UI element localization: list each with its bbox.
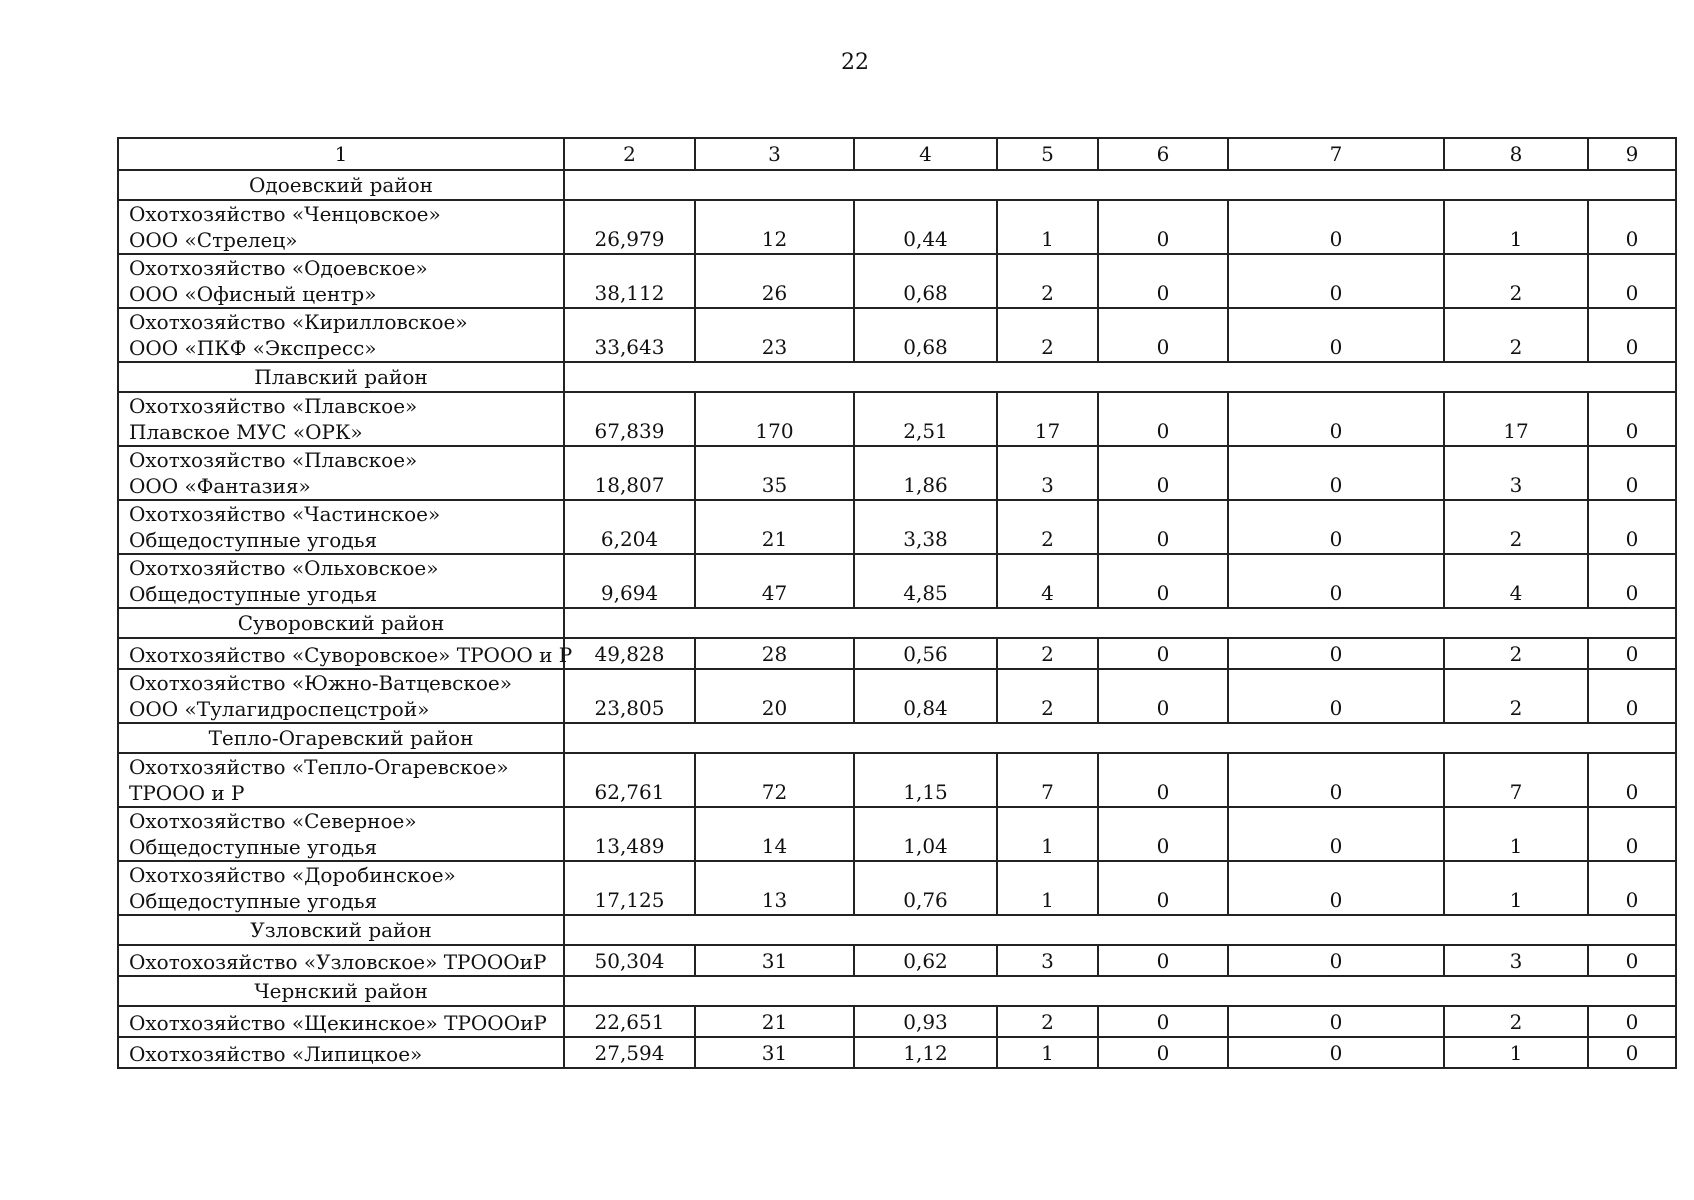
district-filler-cell bbox=[564, 608, 1676, 638]
value-cell-col-9: 0 bbox=[1588, 945, 1676, 976]
value-cell-col-3: 72 bbox=[695, 753, 854, 807]
value-cell-col-8: 1 bbox=[1444, 861, 1588, 915]
header-row bbox=[118, 138, 1676, 170]
value-cell-col-3: 47 bbox=[695, 554, 854, 608]
value-cell-col-6: 0 bbox=[1098, 807, 1228, 861]
value-cell-col-2: 50,304 bbox=[564, 945, 695, 976]
value-cell-col-6: 0 bbox=[1098, 861, 1228, 915]
hunting-ground-name-line: Охотхозяйство «Плавское» bbox=[129, 448, 418, 472]
hunting-ground-name-cell bbox=[118, 861, 564, 915]
column-header: 2 bbox=[564, 138, 695, 170]
value-cell-col-4: 0,93 bbox=[854, 1006, 997, 1037]
hunting-ground-name-line: Общедоступные угодья bbox=[129, 835, 378, 859]
table-row bbox=[118, 753, 1676, 807]
value-cell-col-5: 17 bbox=[997, 392, 1098, 446]
hunting-ground-name-cell bbox=[118, 392, 564, 446]
value-cell-col-8: 1 bbox=[1444, 1037, 1588, 1068]
value-cell-col-5: 1 bbox=[997, 861, 1098, 915]
value-cell-col-5: 2 bbox=[997, 669, 1098, 723]
value-cell-col-7: 0 bbox=[1228, 1037, 1444, 1068]
table-row bbox=[118, 254, 1676, 308]
value-cell-col-8: 2 bbox=[1444, 308, 1588, 362]
value-cell-col-6: 0 bbox=[1098, 638, 1228, 669]
value-cell-col-3: 28 bbox=[695, 638, 854, 669]
hunting-ground-name-line: Охотхозяйство «Щекинское» ТРОООиР bbox=[129, 1011, 547, 1035]
hunting-ground-name-cell bbox=[118, 807, 564, 861]
table-body bbox=[118, 138, 1676, 1068]
district-row bbox=[118, 915, 1676, 945]
value-cell-col-6: 0 bbox=[1098, 200, 1228, 254]
value-cell-col-9: 0 bbox=[1588, 446, 1676, 500]
table-row bbox=[118, 446, 1676, 500]
hunting-ground-name-line: Плавское МУС «ОРК» bbox=[129, 420, 363, 444]
column-header: 7 bbox=[1228, 138, 1444, 170]
value-cell-col-9: 0 bbox=[1588, 392, 1676, 446]
value-cell-col-8: 4 bbox=[1444, 554, 1588, 608]
hunting-ground-name-cell bbox=[118, 669, 564, 723]
value-cell-col-4: 0,44 bbox=[854, 200, 997, 254]
value-cell-col-3: 20 bbox=[695, 669, 854, 723]
hunting-ground-name-line: ООО «ПКФ «Экспресс» bbox=[129, 336, 377, 360]
table-row bbox=[118, 500, 1676, 554]
data-table bbox=[117, 137, 1677, 1069]
value-cell-col-9: 0 bbox=[1588, 1037, 1676, 1068]
hunting-ground-name-cell bbox=[118, 446, 564, 500]
hunting-ground-name-line: Охотхозяйство «Одоевское» bbox=[129, 256, 428, 280]
table-row bbox=[118, 200, 1676, 254]
value-cell-col-7: 0 bbox=[1228, 200, 1444, 254]
value-cell-col-5: 1 bbox=[997, 200, 1098, 254]
value-cell-col-4: 0,68 bbox=[854, 308, 997, 362]
hunting-ground-name-cell bbox=[118, 753, 564, 807]
value-cell-col-7: 0 bbox=[1228, 554, 1444, 608]
value-cell-col-4: 0,84 bbox=[854, 669, 997, 723]
value-cell-col-9: 0 bbox=[1588, 807, 1676, 861]
value-cell-col-9: 0 bbox=[1588, 254, 1676, 308]
hunting-ground-name-line: Общедоступные угодья bbox=[129, 889, 378, 913]
column-header: 4 bbox=[854, 138, 997, 170]
value-cell-col-5: 1 bbox=[997, 1037, 1098, 1068]
hunting-ground-name-cell bbox=[118, 1037, 564, 1068]
value-cell-col-4: 0,62 bbox=[854, 945, 997, 976]
hunting-ground-name-line: ООО «Стрелец» bbox=[129, 228, 298, 252]
value-cell-col-6: 0 bbox=[1098, 1006, 1228, 1037]
value-cell-col-5: 3 bbox=[997, 945, 1098, 976]
value-cell-col-7: 0 bbox=[1228, 254, 1444, 308]
value-cell-col-2: 18,807 bbox=[564, 446, 695, 500]
value-cell-col-4: 2,51 bbox=[854, 392, 997, 446]
value-cell-col-3: 170 bbox=[695, 392, 854, 446]
table-row bbox=[118, 1037, 1676, 1068]
value-cell-col-8: 2 bbox=[1444, 254, 1588, 308]
value-cell-col-4: 0,68 bbox=[854, 254, 997, 308]
value-cell-col-2: 22,651 bbox=[564, 1006, 695, 1037]
hunting-ground-name-line: Общедоступные угодья bbox=[129, 582, 378, 606]
value-cell-col-3: 21 bbox=[695, 1006, 854, 1037]
value-cell-col-2: 38,112 bbox=[564, 254, 695, 308]
value-cell-col-4: 1,86 bbox=[854, 446, 997, 500]
page-number: 22 bbox=[841, 50, 869, 75]
hunting-ground-name-cell bbox=[118, 500, 564, 554]
column-header: 8 bbox=[1444, 138, 1588, 170]
value-cell-col-2: 67,839 bbox=[564, 392, 695, 446]
hunting-ground-name-line: Охотхозяйство «Частинское» bbox=[129, 502, 441, 526]
value-cell-col-9: 0 bbox=[1588, 554, 1676, 608]
value-cell-col-3: 23 bbox=[695, 308, 854, 362]
value-cell-col-9: 0 bbox=[1588, 500, 1676, 554]
value-cell-col-7: 0 bbox=[1228, 392, 1444, 446]
value-cell-col-3: 35 bbox=[695, 446, 854, 500]
hunting-ground-name-cell bbox=[118, 254, 564, 308]
value-cell-col-7: 0 bbox=[1228, 945, 1444, 976]
value-cell-col-7: 0 bbox=[1228, 861, 1444, 915]
value-cell-col-5: 1 bbox=[997, 807, 1098, 861]
hunting-ground-name-cell bbox=[118, 308, 564, 362]
table-row bbox=[118, 1006, 1676, 1037]
value-cell-col-6: 0 bbox=[1098, 446, 1228, 500]
value-cell-col-9: 0 bbox=[1588, 753, 1676, 807]
value-cell-col-5: 2 bbox=[997, 1006, 1098, 1037]
value-cell-col-7: 0 bbox=[1228, 753, 1444, 807]
value-cell-col-9: 0 bbox=[1588, 669, 1676, 723]
table-row bbox=[118, 861, 1676, 915]
value-cell-col-6: 0 bbox=[1098, 554, 1228, 608]
value-cell-col-8: 2 bbox=[1444, 638, 1588, 669]
table-row bbox=[118, 554, 1676, 608]
value-cell-col-9: 0 bbox=[1588, 1006, 1676, 1037]
value-cell-col-3: 21 bbox=[695, 500, 854, 554]
value-cell-col-4: 0,56 bbox=[854, 638, 997, 669]
value-cell-col-6: 0 bbox=[1098, 753, 1228, 807]
value-cell-col-7: 0 bbox=[1228, 308, 1444, 362]
hunting-ground-name-cell bbox=[118, 554, 564, 608]
value-cell-col-8: 1 bbox=[1444, 807, 1588, 861]
hunting-ground-name-line: Охотхозяйство «Плавское» bbox=[129, 394, 418, 418]
value-cell-col-6: 0 bbox=[1098, 669, 1228, 723]
value-cell-col-3: 31 bbox=[695, 945, 854, 976]
table-row bbox=[118, 669, 1676, 723]
value-cell-col-6: 0 bbox=[1098, 945, 1228, 976]
district-name: Одоевский район bbox=[118, 170, 564, 200]
value-cell-col-4: 1,12 bbox=[854, 1037, 997, 1068]
value-cell-col-2: 23,805 bbox=[564, 669, 695, 723]
district-row bbox=[118, 362, 1676, 392]
value-cell-col-2: 17,125 bbox=[564, 861, 695, 915]
hunting-ground-name-line: ООО «Офисный центр» bbox=[129, 282, 377, 306]
hunting-ground-name-line: ТРООО и Р bbox=[129, 781, 245, 805]
value-cell-col-3: 13 bbox=[695, 861, 854, 915]
district-filler-cell bbox=[564, 723, 1676, 753]
district-row bbox=[118, 723, 1676, 753]
table-row bbox=[118, 945, 1676, 976]
value-cell-col-7: 0 bbox=[1228, 669, 1444, 723]
value-cell-col-2: 26,979 bbox=[564, 200, 695, 254]
value-cell-col-7: 0 bbox=[1228, 500, 1444, 554]
column-header: 5 bbox=[997, 138, 1098, 170]
table-row bbox=[118, 392, 1676, 446]
value-cell-col-8: 17 bbox=[1444, 392, 1588, 446]
value-cell-col-5: 2 bbox=[997, 254, 1098, 308]
hunting-ground-name-line: Охотхозяйство «Суворовское» ТРООО и Р bbox=[129, 643, 573, 667]
value-cell-col-3: 26 bbox=[695, 254, 854, 308]
value-cell-col-6: 0 bbox=[1098, 392, 1228, 446]
value-cell-col-2: 27,594 bbox=[564, 1037, 695, 1068]
value-cell-col-5: 3 bbox=[997, 446, 1098, 500]
district-filler-cell bbox=[564, 362, 1676, 392]
hunting-ground-name-line: Охотхозяйство «Доробинское» bbox=[129, 863, 456, 887]
table-row bbox=[118, 807, 1676, 861]
hunting-ground-name-line: Общедоступные угодья bbox=[129, 528, 378, 552]
district-name: Тепло-Огаревский район bbox=[118, 723, 564, 753]
value-cell-col-2: 13,489 bbox=[564, 807, 695, 861]
hunting-ground-name-line: Охотхозяйство «Северное» bbox=[129, 809, 417, 833]
value-cell-col-7: 0 bbox=[1228, 638, 1444, 669]
table-row bbox=[118, 308, 1676, 362]
hunting-ground-name-line: Охотохозяйство «Узловское» ТРОООиР bbox=[129, 950, 547, 974]
value-cell-col-8: 2 bbox=[1444, 1006, 1588, 1037]
column-header: 6 bbox=[1098, 138, 1228, 170]
table-row bbox=[118, 638, 1676, 669]
value-cell-col-5: 7 bbox=[997, 753, 1098, 807]
hunting-ground-name-cell bbox=[118, 200, 564, 254]
district-filler-cell bbox=[564, 976, 1676, 1006]
value-cell-col-3: 12 bbox=[695, 200, 854, 254]
value-cell-col-4: 4,85 bbox=[854, 554, 997, 608]
column-header: 3 bbox=[695, 138, 854, 170]
value-cell-col-6: 0 bbox=[1098, 500, 1228, 554]
hunting-ground-name-line: Охотхозяйство «Ольховское» bbox=[129, 556, 439, 580]
hunting-ground-name-line: Охотхозяйство «Кирилловское» bbox=[129, 310, 468, 334]
value-cell-col-8: 3 bbox=[1444, 446, 1588, 500]
value-cell-col-9: 0 bbox=[1588, 861, 1676, 915]
district-row bbox=[118, 608, 1676, 638]
value-cell-col-7: 0 bbox=[1228, 1006, 1444, 1037]
value-cell-col-3: 31 bbox=[695, 1037, 854, 1068]
district-name: Чернский район bbox=[118, 976, 564, 1006]
value-cell-col-2: 6,204 bbox=[564, 500, 695, 554]
value-cell-col-9: 0 bbox=[1588, 308, 1676, 362]
value-cell-col-6: 0 bbox=[1098, 308, 1228, 362]
value-cell-col-9: 0 bbox=[1588, 200, 1676, 254]
value-cell-col-5: 4 bbox=[997, 554, 1098, 608]
district-filler-cell bbox=[564, 170, 1676, 200]
hunting-ground-name-line: Охотхозяйство «Южно-Ватцевское» bbox=[129, 671, 512, 695]
district-filler-cell bbox=[564, 915, 1676, 945]
district-name: Узловский район bbox=[118, 915, 564, 945]
value-cell-col-4: 1,04 bbox=[854, 807, 997, 861]
value-cell-col-9: 0 bbox=[1588, 638, 1676, 669]
hunting-ground-name-line: ООО «Тулагидроспецстрой» bbox=[129, 697, 430, 721]
district-row bbox=[118, 976, 1676, 1006]
value-cell-col-6: 0 bbox=[1098, 254, 1228, 308]
hunting-ground-name-line: Охотхозяйство «Ченцовское» bbox=[129, 202, 441, 226]
hunting-ground-name-line: ООО «Фантазия» bbox=[129, 474, 311, 498]
hunting-ground-name-cell bbox=[118, 638, 573, 669]
value-cell-col-5: 2 bbox=[997, 308, 1098, 362]
value-cell-col-3: 14 bbox=[695, 807, 854, 861]
hunting-ground-name-line: Охотхозяйство «Тепло-Огаревское» bbox=[129, 755, 509, 779]
value-cell-col-8: 3 bbox=[1444, 945, 1588, 976]
value-cell-col-8: 7 bbox=[1444, 753, 1588, 807]
value-cell-col-7: 0 bbox=[1228, 807, 1444, 861]
district-row bbox=[118, 170, 1676, 200]
value-cell-col-2: 9,694 bbox=[564, 554, 695, 608]
column-header: 1 bbox=[118, 138, 564, 170]
value-cell-col-2: 62,761 bbox=[564, 753, 695, 807]
value-cell-col-6: 0 bbox=[1098, 1037, 1228, 1068]
value-cell-col-2: 49,828 bbox=[564, 638, 695, 669]
value-cell-col-8: 2 bbox=[1444, 669, 1588, 723]
value-cell-col-4: 3,38 bbox=[854, 500, 997, 554]
value-cell-col-4: 0,76 bbox=[854, 861, 997, 915]
value-cell-col-5: 2 bbox=[997, 638, 1098, 669]
value-cell-col-5: 2 bbox=[997, 500, 1098, 554]
hunting-ground-name-cell bbox=[118, 1006, 564, 1037]
hunting-ground-name-cell bbox=[118, 945, 564, 976]
value-cell-col-7: 0 bbox=[1228, 446, 1444, 500]
column-header: 9 bbox=[1588, 138, 1676, 170]
value-cell-col-8: 1 bbox=[1444, 200, 1588, 254]
district-name: Суворовский район bbox=[118, 608, 564, 638]
district-name: Плавский район bbox=[118, 362, 564, 392]
value-cell-col-8: 2 bbox=[1444, 500, 1588, 554]
value-cell-col-2: 33,643 bbox=[564, 308, 695, 362]
hunting-ground-name-line: Охотхозяйство «Липицкое» bbox=[129, 1042, 423, 1066]
value-cell-col-4: 1,15 bbox=[854, 753, 997, 807]
